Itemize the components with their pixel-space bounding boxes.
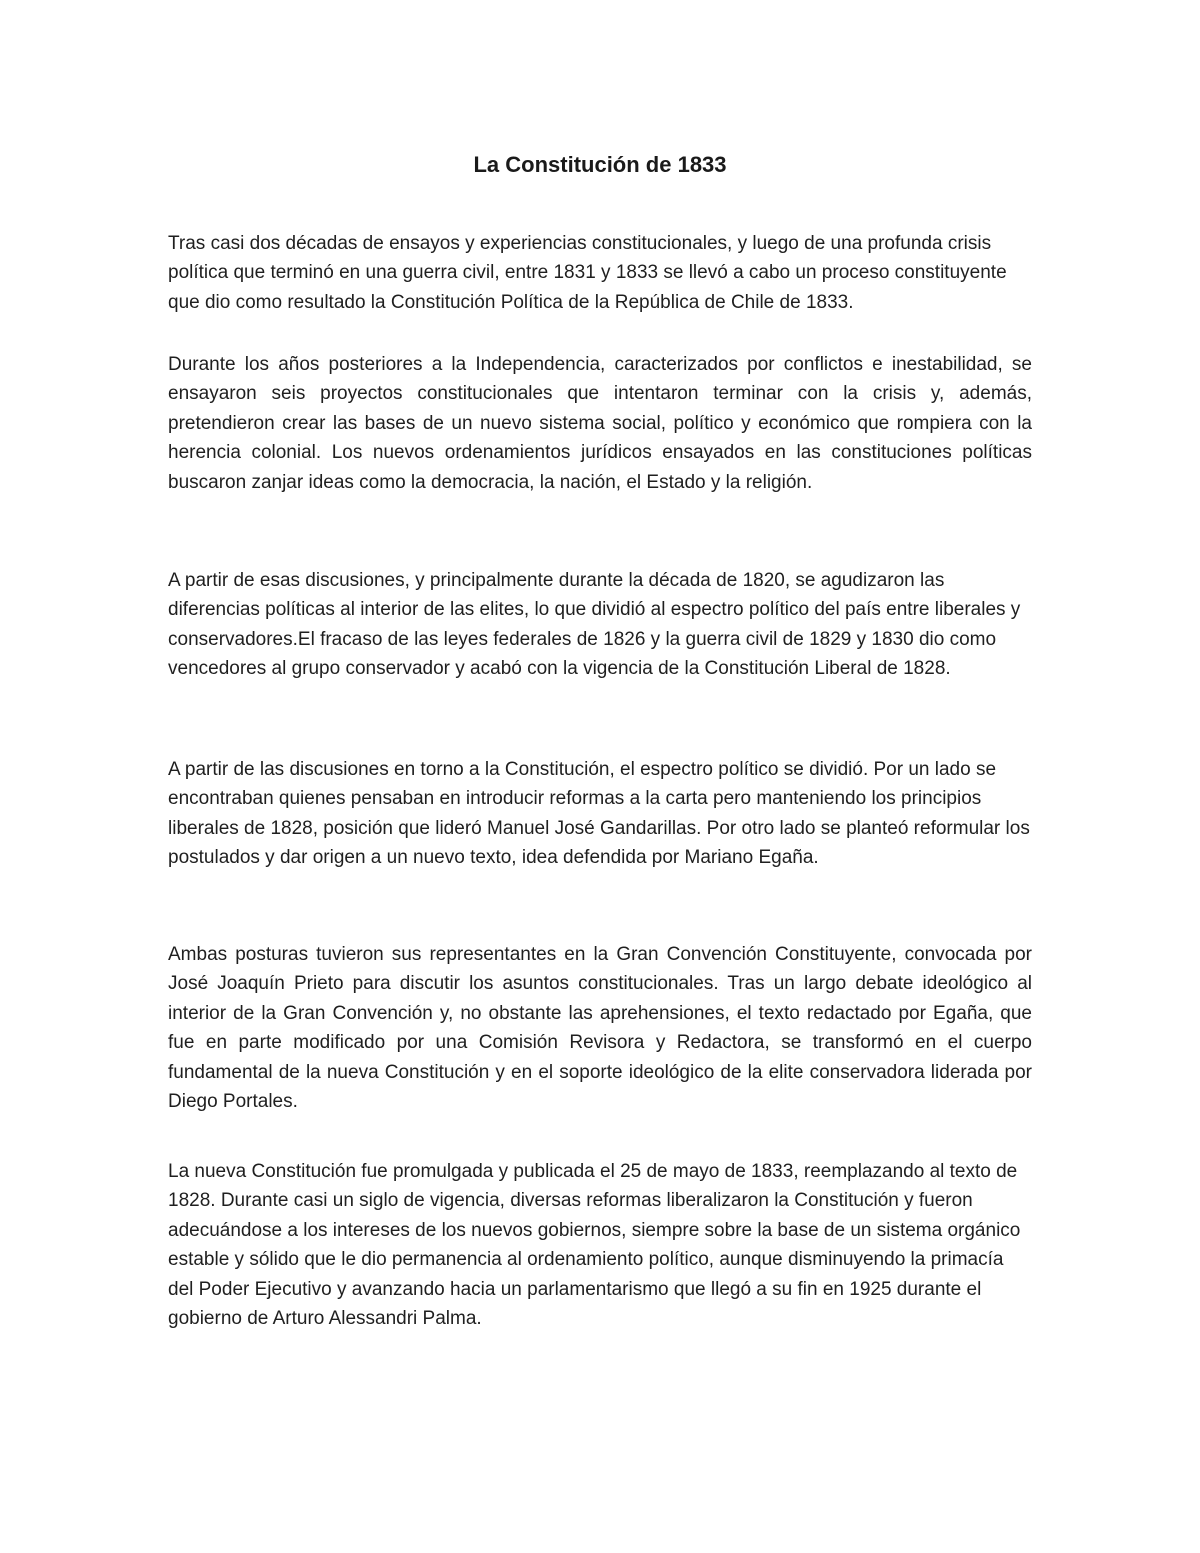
paragraph-5: Ambas posturas tuvieron sus representantes en la Gran Convención Constituyente, convocada por José Joaquín Prieto para discutir los asuntos constitucionales. Tras un largo debate ideológico al interior de la Gran Convención y, no obstante las aprehensiones, el texto redactado por Egaña, que fue en parte modificado por una Comisión Revisora y Redactora, se transformó en el cuerpo fundamental de la nueva Constitución y en el soporte ideológico de la elite conservadora liderada por Diego Portales. <box>168 944 1032 1113</box>
paragraph-6: La nueva Constitución fue promulgada y publicada el 25 de mayo de 1833, reemplazando al texto de 1828. Durante casi un siglo de vigencia, diversas reformas liberalizaron la Constitución y fueron adecuándose a los intereses de los nuevos gobiernos, siempre sobre la base de un sistema orgánico estable y sólido que le dio permanencia al ordenamiento político, aunque disminuyendo la primacía del Poder Ejecutivo y avanzando hacia un parlamentarismo que llegó a su fin en 1925 durante el gobierno de Arturo Alessandri Palma. <box>168 1161 1021 1330</box>
paragraph-4: A partir de las discusiones en torno a la Constitución, el espectro político se dividió. Por un lado se encontraban quienes pensaban en introducir reformas a la carta pero manteniendo los principios liberales de 1828, posición que lideró Manuel José Gandarillas. Por otro lado se planteó reformular los postulados y dar origen a un nuevo texto, idea defendida por Mariano Egaña. <box>168 759 1030 869</box>
paragraph-2: Durante los años posteriores a la Independencia, caracterizados por conflictos e inestabilidad, se ensayaron seis proyectos constitucionales que intentaron terminar con la crisis y, además, pretendieron crear las bases de un nuevo sistema social, político y económico que rompiera con la herencia colonial. Los nuevos ordenamientos jurídicos ensayados en las constituciones políticas buscaron zanjar ideas como la democracia, la nación, el Estado y la religión. <box>168 354 1032 493</box>
paragraph-1: Tras casi dos décadas de ensayos y experiencias constitucionales, y luego de una profunda crisis política que terminó en una guerra civil, entre 1831 y 1833 se llevó a cabo un proceso constituyente que dio como resultado la Constitución Política de la República de Chile de 1833. <box>168 233 1007 313</box>
paragraph-3: A partir de esas discusiones, y principalmente durante la década de 1820, se agudizaron las diferencias políticas al interior de las elites, lo que dividió al espectro político del país entre liberales y conservadores.El fracaso de las leyes federales de 1826 y la guerra civil de 1829 y 1830 dio como vencedores al grupo conservador y acabó con la vigencia de la Constitución Liberal de 1828. <box>168 570 1021 680</box>
document-title: La Constitución de 1833 <box>473 152 727 177</box>
